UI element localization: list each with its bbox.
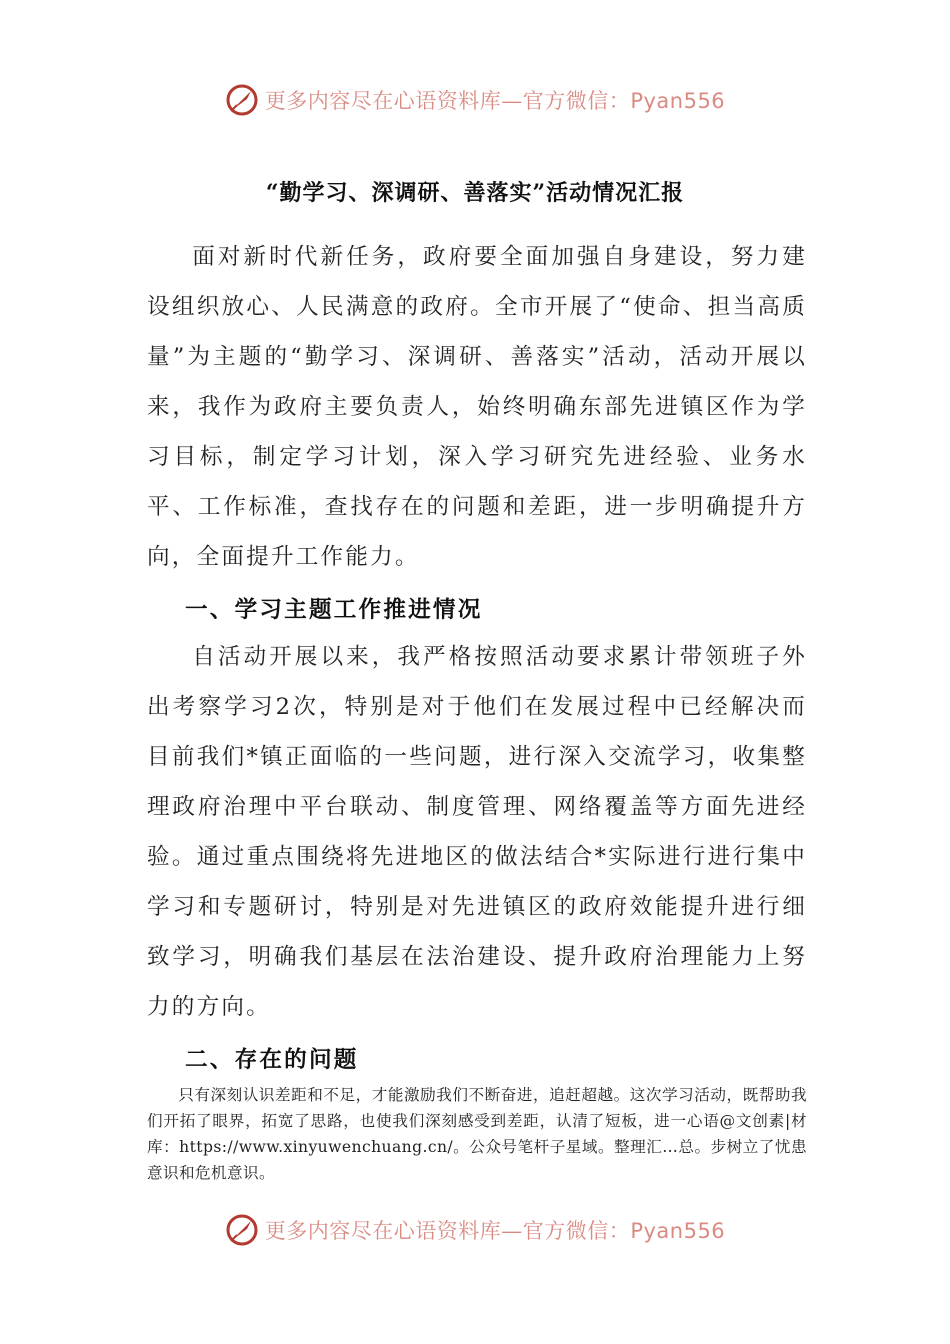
wechat-id: Pyan556 [630, 89, 726, 113]
banner-text: 更多内容尽在心语资料库—官方微信：Pyan556 [264, 89, 726, 113]
header-banner [0, 80, 950, 120]
quill-logo-icon [225, 1213, 259, 1247]
quill-logo-icon [225, 83, 259, 117]
footer-banner [0, 1210, 950, 1250]
intro-paragraph: 面对新时代新任务，政府要全面加强自身建设，努力建设组织放心、人民满意的政府。全市开展了“使命、担当高质量”为主题的“勤学习、深调研、善落实”活动，活动开展以来，我作为政府主要负责人，始终明确东部先进镇区作为学习目标，制定学习计划，深入学习研究先进经验、业务水平、工作标准，查找存在的问题和差距，进一步明确提升方向，全面提升工作能力。 [147, 244, 807, 570]
wechat-id: Pyan556 [630, 1219, 726, 1243]
section-paragraph-1: 自活动开展以来，我严格按照活动要求累计带领班子外出考察学习2次，特别是对于他们在发展过程中已经解决而目前我们*镇正面临的一些问题，进行深入交流学习，收集整理政府治理中平台联动、制度管理、网络覆盖等方面先进经验。通过重点围绕将先进地区的做法结合*实际进行进行集中学习和专题研讨，特别是对先进镇区的政府效能提升进行细致学习，明确我们基层在法治建设、提升政府治理能力上努力的方向。 [147, 644, 807, 1020]
section-heading-2: 二、存在的问题 [185, 1047, 359, 1073]
document-title: “勤学习、深调研、善落实”活动情况汇报 [265, 180, 685, 206]
section-paragraph-2: 只有深刻认识差距和不足，才能激励我们不断奋进，追赶超越。这次学习活动，既帮助我们开拓了眼界，拓宽了思路，也使我们深刻感受到差距，认清了短板，进一心语@文创素|材库：https://www.xinyuwenchuang.cn/。公众号笔杆子星域。整理汇…总。步树立了忧患意识和危机意识。 [147, 1086, 807, 1182]
section-heading-1: 一、学习主题工作推进情况 [185, 597, 483, 623]
banner-text: 更多内容尽在心语资料库—官方微信：Pyan556 [264, 1219, 726, 1243]
